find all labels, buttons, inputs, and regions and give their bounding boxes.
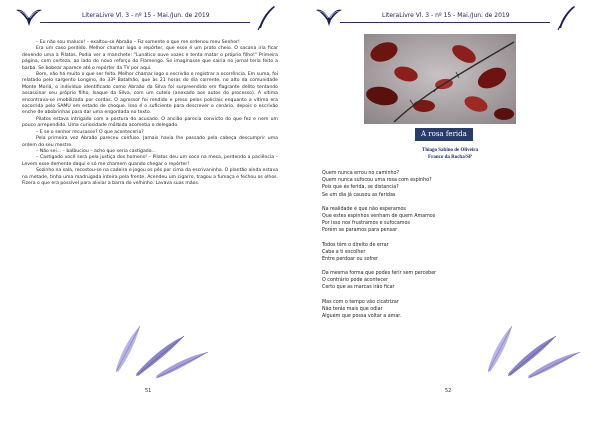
poem-line: Quem nunca errou no caminho? xyxy=(322,171,400,176)
poem-line: Quem nunca sufocou uma rosa com espinho? xyxy=(322,178,432,184)
poem-line: Da mesma forma que podes ferir sem perceber xyxy=(322,271,437,277)
story-paragraph: Sozinho na sala, recostou-se na cadeira e jogou os pés por cima da escrivaninha. O plantão ainda estava na metade, tinha uma madrugada inteira pela frente. Acendeu um cigarro, tragou a fumaça e fechou os olhos. Fizera o que era possível para aliviar a barra do velhinho. Lavava suas mãos. xyxy=(22,168,279,186)
story-paragraph: Pilatos estava intrigado com a postura do acusado. O ancião parecia convicto do que fez e nem um pouco arrependido. Uma curiosidade mórbida acometia o delegado. xyxy=(22,116,278,129)
header-rule xyxy=(340,22,550,23)
poem-title: A rosa ferida xyxy=(415,128,473,141)
quill-pen-icon xyxy=(254,4,278,32)
poem-line: Alguém que possa voltar a amar. xyxy=(322,314,402,319)
quill-pen-icon xyxy=(554,4,578,32)
poem-line: Porém se paramos para pensar xyxy=(322,228,398,234)
story-paragraph: – Não sei... – balbuciou – acho que seria castigado... xyxy=(36,148,156,154)
poem-line: Na realidade é que não esperamos xyxy=(322,206,406,212)
story-paragraph: Era um caso perdido. Melhor chamar logo o repórter, que esse é um prato cheio. O sacana iria ficar devendo uma à Pilatos. Podia ver a manchete: "Lunático ouve vozes e tenta matar o próprio filho!" Primeira página, com certeza, ao lado do novo reforço do Flamengo. Se imaginasse que sairia no jornal teria feito a barba. Se bobear aparece até o repórter da TV por aqui. xyxy=(22,46,278,71)
story-text xyxy=(22,40,278,187)
poem-line: Não terás mais que odiar xyxy=(322,306,383,312)
rose-petals-photo xyxy=(364,34,516,124)
poem-line: Cabe a ti escolher xyxy=(322,249,366,255)
poem-line: Por isso nos frustramos e sufocamos xyxy=(322,221,410,227)
story-paragraph: – Castigado você será pela justiça dos homens! – Pilatos deu um soco na mesa, perdendo a paciência – Levem esse demente daqui e só me chamem quando chegar o repórter! xyxy=(22,155,278,167)
story-paragraph: – E se o senhor recusasse? O que aconteceria? xyxy=(36,129,144,135)
bird-logo-icon xyxy=(314,6,344,28)
poem-line: Pois que és ferida, se distancia? xyxy=(322,185,399,191)
poem-line: Todos têm o direito de errar xyxy=(322,242,389,248)
feather-decoration-icon xyxy=(468,320,588,380)
poem-line: Entre perdoar ou sofrer xyxy=(322,256,379,262)
right-page xyxy=(300,0,600,424)
header-title: LiteraLivre Vl. 3 - nº 15 - Mai./Jun. de 2019 xyxy=(82,12,210,19)
story-paragraph: – Eu não sou maluco! – exaltou-se Abraão – Fiz somente o que me ordenou meu Senhor! xyxy=(36,40,240,45)
poem-line: Se um dia já causou as feridas xyxy=(322,192,396,198)
feather-decoration-icon xyxy=(96,320,216,380)
author-place: Franco da Rocha/SP xyxy=(428,155,472,160)
poem-body xyxy=(322,170,562,320)
bird-logo-icon xyxy=(14,6,44,28)
header-rule xyxy=(40,22,250,23)
poem-line: O contrário pode acontecer xyxy=(322,278,388,284)
story-paragraph: Pela primeira vez Abraão pareceu confuso. Jamais havia lhe passado pela cabeça descumprir uma ordem do seu mestre. xyxy=(22,136,278,148)
page-number: 52 xyxy=(445,388,452,394)
header-title: LiteraLivre Vl. 3 - nº 15 - Mai./Jun. de 2019 xyxy=(382,12,510,19)
poem-line: Certo que as marcas irão ficar xyxy=(322,285,395,291)
page-number: 51 xyxy=(145,388,152,394)
poem-line: Mas com o tempo vão cicatrizar xyxy=(322,299,399,305)
author-name: Thiago Sabino de Oliveira xyxy=(422,148,478,153)
story-paragraph: Bom, não há muito o que ser feito. Melhor chamar logo o escrivão e registrar a ocorrência. Em suma, foi relatado pelo sargento Longino, do 33º Batalhão, que às 21 horas do dia corrente, no alto da comunidade Monte Moriá, o indivíduo identificado como Abraão da Silva foi surpreendido em flagrante delito tentando assassinar seu próprio filho, Isaque da Silva, com um cutelo (anexado aos autos do processo). A vítima encontrava-se imobilizada por cordas. O agressor foi rendido e preso pelos policiais enquanto a vítima era socorrida pelo SAMU em estado de choque. Isso é o suficiente para descrever o cenário, depois o escrivão enche de abobrinhas para dar uma engordada no texto. xyxy=(22,72,278,116)
poem-line: Que estes espinhos venham de quem Amamos xyxy=(322,213,436,219)
